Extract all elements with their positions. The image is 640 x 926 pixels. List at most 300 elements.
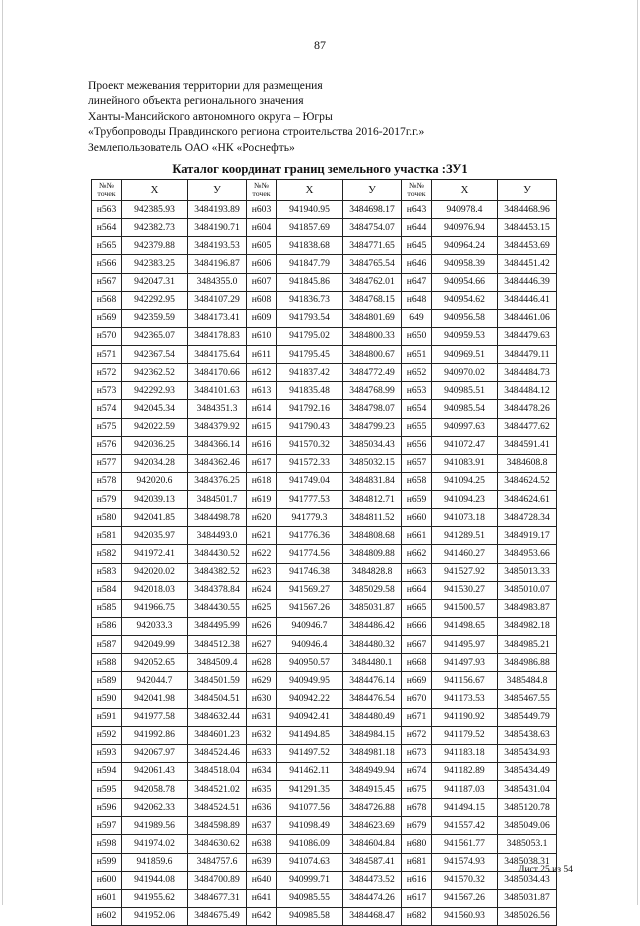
point-number-cell: н633: [247, 744, 277, 762]
y-coordinate-cell: 3484601.23: [188, 726, 247, 744]
y-coordinate-cell: 3484981.18: [343, 744, 402, 762]
point-number-cell: н592: [92, 726, 122, 744]
column-header-y: У: [498, 180, 557, 201]
point-number-cell: н589: [92, 672, 122, 690]
table-row: [92, 255, 557, 273]
point-number-cell: н588: [92, 654, 122, 672]
x-coordinate-cell: 941567.26: [432, 889, 498, 907]
point-number-cell: н656: [402, 436, 432, 454]
x-coordinate-cell: 941086.09: [277, 835, 343, 853]
point-number-cell: н641: [247, 889, 277, 907]
x-coordinate-cell: 940985.58: [277, 907, 343, 925]
y-coordinate-cell: 3485434.49: [498, 762, 557, 780]
point-number-cell: н626: [247, 617, 277, 635]
y-coordinate-cell: 3485034.43: [343, 436, 402, 454]
point-number-cell: н601: [92, 889, 122, 907]
point-number-cell: н669: [402, 672, 432, 690]
y-coordinate-cell: 3484768.15: [343, 291, 402, 309]
y-coordinate-cell: 3484772.49: [343, 364, 402, 382]
y-coordinate-cell: 3484986.88: [498, 654, 557, 672]
x-coordinate-cell: 942067.97: [122, 744, 188, 762]
y-coordinate-cell: 3484451.42: [498, 255, 557, 273]
x-coordinate-cell: 941567.26: [277, 599, 343, 617]
x-coordinate-cell: 941847.79: [277, 255, 343, 273]
table-row: [92, 599, 557, 617]
point-number-cell: н640: [247, 871, 277, 889]
x-coordinate-cell: 941179.52: [432, 726, 498, 744]
y-coordinate-cell: 3484501.59: [188, 672, 247, 690]
x-coordinate-cell: 942365.07: [122, 327, 188, 345]
point-number-cell: н648: [402, 291, 432, 309]
point-number-cell: н566: [92, 255, 122, 273]
x-coordinate-cell: 942044.7: [122, 672, 188, 690]
x-coordinate-cell: 940954.62: [432, 291, 498, 309]
point-number-cell: н585: [92, 599, 122, 617]
point-number-cell: н579: [92, 491, 122, 509]
table-header-row: [92, 180, 557, 201]
point-number-cell: н639: [247, 853, 277, 871]
y-coordinate-cell: 3485031.87: [498, 889, 557, 907]
table-row: [92, 327, 557, 345]
y-coordinate-cell: 3484919.17: [498, 527, 557, 545]
x-coordinate-cell: 941498.65: [432, 617, 498, 635]
y-coordinate-cell: 3484193.89: [188, 201, 247, 219]
y-coordinate-cell: 3484474.26: [343, 889, 402, 907]
y-coordinate-cell: 3484382.52: [188, 563, 247, 581]
point-number-cell: н607: [247, 273, 277, 291]
x-coordinate-cell: 942382.73: [122, 219, 188, 237]
header-line: Проект межевания территории для размещения: [88, 79, 323, 92]
x-coordinate-cell: 941790.43: [277, 418, 343, 436]
y-coordinate-cell: 3484949.94: [343, 762, 402, 780]
point-number-cell: н625: [247, 599, 277, 617]
y-coordinate-cell: 3485120.78: [498, 799, 557, 817]
y-coordinate-cell: 3484504.51: [188, 690, 247, 708]
point-number-cell: н629: [247, 672, 277, 690]
x-coordinate-cell: 942041.85: [122, 509, 188, 527]
x-coordinate-cell: 941955.62: [122, 889, 188, 907]
point-number-cell: н577: [92, 454, 122, 472]
table-row: [92, 346, 557, 364]
x-coordinate-cell: 940949.95: [277, 672, 343, 690]
point-number-cell: н616: [247, 436, 277, 454]
y-coordinate-cell: 3484915.45: [343, 781, 402, 799]
y-coordinate-cell: 3485032.15: [343, 454, 402, 472]
x-coordinate-cell: 941989.56: [122, 817, 188, 835]
x-coordinate-cell: 941572.33: [277, 454, 343, 472]
point-number-cell: н617: [247, 454, 277, 472]
x-coordinate-cell: 941859.6: [122, 853, 188, 871]
point-number-cell: н668: [402, 654, 432, 672]
point-number-cell: н631: [247, 708, 277, 726]
point-number-cell: н636: [247, 799, 277, 817]
point-number-cell: н608: [247, 291, 277, 309]
point-number-cell: н616: [402, 871, 432, 889]
x-coordinate-cell: 941462.11: [277, 762, 343, 780]
y-coordinate-cell: 3484480.1: [343, 654, 402, 672]
y-coordinate-cell: 3484800.33: [343, 327, 402, 345]
x-coordinate-cell: 941774.56: [277, 545, 343, 563]
x-coordinate-cell: 941793.54: [277, 309, 343, 327]
y-coordinate-cell: 3484376.25: [188, 472, 247, 490]
x-coordinate-cell: 941560.93: [432, 907, 498, 925]
table-row: [92, 762, 557, 780]
x-coordinate-cell: 941574.93: [432, 853, 498, 871]
y-coordinate-cell: 3485449.79: [498, 708, 557, 726]
x-coordinate-cell: 942058.78: [122, 781, 188, 799]
y-coordinate-cell: 3484476.54: [343, 690, 402, 708]
y-coordinate-cell: 3485438.63: [498, 726, 557, 744]
point-number-cell: н672: [402, 726, 432, 744]
x-coordinate-cell: 941494.85: [277, 726, 343, 744]
x-coordinate-cell: 942367.54: [122, 346, 188, 364]
x-coordinate-cell: 940985.51: [432, 382, 498, 400]
y-coordinate-cell: 3484808.68: [343, 527, 402, 545]
y-coordinate-cell: 3484809.88: [343, 545, 402, 563]
point-number-cell: н650: [402, 327, 432, 345]
point-number-cell: н659: [402, 491, 432, 509]
x-coordinate-cell: 941494.15: [432, 799, 498, 817]
table-row: [92, 219, 557, 237]
x-coordinate-cell: 942041.98: [122, 690, 188, 708]
x-coordinate-cell: 942292.93: [122, 382, 188, 400]
x-coordinate-cell: 942049.99: [122, 636, 188, 654]
point-number-cell: 649: [402, 309, 432, 327]
point-number-cell: н586: [92, 617, 122, 635]
point-number-cell: н680: [402, 835, 432, 853]
y-coordinate-cell: 3484461.06: [498, 309, 557, 327]
x-coordinate-cell: 942033.3: [122, 617, 188, 635]
y-coordinate-cell: 3484698.17: [343, 201, 402, 219]
point-number-cell: н568: [92, 291, 122, 309]
x-coordinate-cell: 941940.95: [277, 201, 343, 219]
y-coordinate-cell: 3484768.99: [343, 382, 402, 400]
x-coordinate-cell: 941845.86: [277, 273, 343, 291]
y-coordinate-cell: 3485038.31: [498, 853, 557, 871]
x-coordinate-cell: 942047.31: [122, 273, 188, 291]
point-number-cell: н635: [247, 781, 277, 799]
x-coordinate-cell: 940950.57: [277, 654, 343, 672]
point-number-cell: н575: [92, 418, 122, 436]
table-row: [92, 654, 557, 672]
x-coordinate-cell: 941777.53: [277, 491, 343, 509]
table-row: [92, 454, 557, 472]
y-coordinate-cell: 3484831.84: [343, 472, 402, 490]
x-coordinate-cell: 941460.27: [432, 545, 498, 563]
table-row: [92, 273, 557, 291]
point-number-cell: н609: [247, 309, 277, 327]
y-coordinate-cell: 3485010.07: [498, 581, 557, 599]
point-number-cell: н661: [402, 527, 432, 545]
table-row: [92, 781, 557, 799]
x-coordinate-cell: 941836.73: [277, 291, 343, 309]
table-row: [92, 708, 557, 726]
table-row: [92, 364, 557, 382]
point-number-cell: н660: [402, 509, 432, 527]
point-number-cell: н673: [402, 744, 432, 762]
point-number-cell: н670: [402, 690, 432, 708]
y-coordinate-cell: 3484983.87: [498, 599, 557, 617]
point-number-cell: н578: [92, 472, 122, 490]
y-coordinate-cell: 3484985.21: [498, 636, 557, 654]
document-header: [88, 78, 588, 155]
y-coordinate-cell: 3485053.1: [498, 835, 557, 853]
x-coordinate-cell: 940970.02: [432, 364, 498, 382]
x-coordinate-cell: 941974.02: [122, 835, 188, 853]
point-number-cell: н581: [92, 527, 122, 545]
y-coordinate-cell: 3484828.8: [343, 563, 402, 581]
point-number-cell: н595: [92, 781, 122, 799]
y-coordinate-cell: 3485434.93: [498, 744, 557, 762]
point-number-cell: н674: [402, 762, 432, 780]
header-line: «Трубопроводы Правдинского региона строительства 2016-2017г.г.»: [88, 125, 425, 139]
y-coordinate-cell: 3484430.55: [188, 599, 247, 617]
y-coordinate-cell: 3484175.64: [188, 346, 247, 364]
point-number-cell: н572: [92, 364, 122, 382]
scan-edge-left: [2, 0, 3, 905]
y-coordinate-cell: 3484484.73: [498, 364, 557, 382]
x-coordinate-cell: 940946.7: [277, 617, 343, 635]
point-number-cell: н627: [247, 636, 277, 654]
x-coordinate-cell: 941077.56: [277, 799, 343, 817]
table-row: [92, 201, 557, 219]
x-coordinate-cell: 942062.33: [122, 799, 188, 817]
x-coordinate-cell: 942379.88: [122, 237, 188, 255]
y-coordinate-cell: 3485049.06: [498, 817, 557, 835]
point-number-cell: н665: [402, 599, 432, 617]
y-coordinate-cell: 3484726.88: [343, 799, 402, 817]
table-row: [92, 563, 557, 581]
table-row: [92, 617, 557, 635]
x-coordinate-cell: 941749.04: [277, 472, 343, 490]
column-header-y: У: [343, 180, 402, 201]
scan-edge-right: [637, 0, 638, 905]
y-coordinate-cell: 3485431.04: [498, 781, 557, 799]
x-coordinate-cell: 941795.02: [277, 327, 343, 345]
table-row: [92, 509, 557, 527]
x-coordinate-cell: 942018.03: [122, 581, 188, 599]
column-header-x: X: [277, 180, 343, 201]
x-coordinate-cell: 941187.03: [432, 781, 498, 799]
y-coordinate-cell: 3484477.62: [498, 418, 557, 436]
point-number-cell: н637: [247, 817, 277, 835]
coordinates-table: [91, 179, 557, 926]
y-coordinate-cell: 3484480.49: [343, 708, 402, 726]
table-row: [92, 744, 557, 762]
point-number-cell: н576: [92, 436, 122, 454]
point-number-cell: н598: [92, 835, 122, 853]
y-coordinate-cell: 3484509.4: [188, 654, 247, 672]
y-coordinate-cell: 3485031.87: [343, 599, 402, 617]
point-number-cell: н611: [247, 346, 277, 364]
point-number-cell: н599: [92, 853, 122, 871]
x-coordinate-cell: 941779.3: [277, 509, 343, 527]
x-coordinate-cell: 940997.63: [432, 418, 498, 436]
y-coordinate-cell: 3484632.44: [188, 708, 247, 726]
x-coordinate-cell: 941156.67: [432, 672, 498, 690]
table-row: [92, 472, 557, 490]
y-coordinate-cell: 3484366.14: [188, 436, 247, 454]
point-number-cell: н643: [402, 201, 432, 219]
x-coordinate-cell: 940978.4: [432, 201, 498, 219]
x-coordinate-cell: 942035.97: [122, 527, 188, 545]
x-coordinate-cell: 940954.66: [432, 273, 498, 291]
y-coordinate-cell: 3484624.52: [498, 472, 557, 490]
point-number-cell: н658: [402, 472, 432, 490]
point-number-cell: н652: [402, 364, 432, 382]
point-number-cell: н644: [402, 219, 432, 237]
sheet-footer: Лист 25 из 54: [518, 865, 573, 875]
x-coordinate-cell: 940958.39: [432, 255, 498, 273]
table-row: [92, 726, 557, 744]
x-coordinate-cell: 942039.13: [122, 491, 188, 509]
point-number-cell: н664: [402, 581, 432, 599]
x-coordinate-cell: 941835.48: [277, 382, 343, 400]
y-coordinate-cell: 3484953.66: [498, 545, 557, 563]
x-coordinate-cell: 941182.89: [432, 762, 498, 780]
table-row: [92, 382, 557, 400]
x-coordinate-cell: 941795.45: [277, 346, 343, 364]
y-coordinate-cell: 3485034.43: [498, 871, 557, 889]
point-number-cell: н574: [92, 400, 122, 418]
point-number-cell: н580: [92, 509, 122, 527]
point-number-cell: н594: [92, 762, 122, 780]
point-number-cell: н678: [402, 799, 432, 817]
point-number-cell: н565: [92, 237, 122, 255]
table-row: [92, 491, 557, 509]
column-header-x: X: [432, 180, 498, 201]
y-coordinate-cell: 3484453.15: [498, 219, 557, 237]
table-row: [92, 527, 557, 545]
y-coordinate-cell: 3484493.0: [188, 527, 247, 545]
y-coordinate-cell: 3484812.71: [343, 491, 402, 509]
y-coordinate-cell: 3484757.6: [188, 853, 247, 871]
y-coordinate-cell: 3484800.67: [343, 346, 402, 364]
x-coordinate-cell: 940976.94: [432, 219, 498, 237]
y-coordinate-cell: 3484700.89: [188, 871, 247, 889]
y-coordinate-cell: 3484453.69: [498, 237, 557, 255]
x-coordinate-cell: 941497.52: [277, 744, 343, 762]
point-number-cell: н675: [402, 781, 432, 799]
y-coordinate-cell: 3484624.61: [498, 491, 557, 509]
point-number-cell: н597: [92, 817, 122, 835]
point-number-cell: н632: [247, 726, 277, 744]
y-coordinate-cell: 3484598.89: [188, 817, 247, 835]
x-coordinate-cell: 941992.86: [122, 726, 188, 744]
x-coordinate-cell: 941792.16: [277, 400, 343, 418]
point-number-cell: н645: [402, 237, 432, 255]
point-number-cell: н583: [92, 563, 122, 581]
point-number-cell: н610: [247, 327, 277, 345]
point-number-cell: н596: [92, 799, 122, 817]
y-coordinate-cell: 3484468.47: [343, 907, 402, 925]
y-coordinate-cell: 3484798.07: [343, 400, 402, 418]
point-number-cell: н584: [92, 581, 122, 599]
x-coordinate-cell: 941977.58: [122, 708, 188, 726]
point-number-cell: н564: [92, 219, 122, 237]
y-coordinate-cell: 3485026.56: [498, 907, 557, 925]
y-coordinate-cell: 3484355.0: [188, 273, 247, 291]
point-number-cell: н605: [247, 237, 277, 255]
point-number-cell: н591: [92, 708, 122, 726]
table-row: [92, 799, 557, 817]
point-number-cell: н647: [402, 273, 432, 291]
x-coordinate-cell: 940969.51: [432, 346, 498, 364]
y-coordinate-cell: 3484521.02: [188, 781, 247, 799]
y-coordinate-cell: 3485484.8: [498, 672, 557, 690]
point-number-cell: н606: [247, 255, 277, 273]
x-coordinate-cell: 942061.43: [122, 762, 188, 780]
point-number-cell: н654: [402, 400, 432, 418]
point-number-cell: н569: [92, 309, 122, 327]
x-coordinate-cell: 940999.71: [277, 871, 343, 889]
y-coordinate-cell: 3484379.92: [188, 418, 247, 436]
x-coordinate-cell: 942020.6: [122, 472, 188, 490]
table-row: [92, 636, 557, 654]
point-number-cell: н624: [247, 581, 277, 599]
table-row: [92, 907, 557, 925]
point-number-cell: н615: [247, 418, 277, 436]
x-coordinate-cell: 940956.58: [432, 309, 498, 327]
x-coordinate-cell: 941073.18: [432, 509, 498, 527]
x-coordinate-cell: 941183.18: [432, 744, 498, 762]
y-coordinate-cell: 3484799.23: [343, 418, 402, 436]
y-coordinate-cell: 3484430.52: [188, 545, 247, 563]
x-coordinate-cell: 942045.34: [122, 400, 188, 418]
column-header-point-number: №№ точек: [247, 180, 277, 201]
y-coordinate-cell: 3484982.18: [498, 617, 557, 635]
x-coordinate-cell: 941952.06: [122, 907, 188, 925]
y-coordinate-cell: 3484811.52: [343, 509, 402, 527]
table-row: [92, 853, 557, 871]
table-row: [92, 835, 557, 853]
point-number-cell: н617: [402, 889, 432, 907]
point-number-cell: н603: [247, 201, 277, 219]
x-coordinate-cell: 941289.51: [432, 527, 498, 545]
x-coordinate-cell: 941098.49: [277, 817, 343, 835]
x-coordinate-cell: 940985.55: [277, 889, 343, 907]
point-number-cell: н570: [92, 327, 122, 345]
page-number: 87: [314, 38, 326, 52]
table-row: [92, 672, 557, 690]
x-coordinate-cell: 942020.02: [122, 563, 188, 581]
point-number-cell: н653: [402, 382, 432, 400]
point-number-cell: н582: [92, 545, 122, 563]
header-line: Землепользователь ОАО «НК «Роснефть»: [88, 140, 295, 154]
point-number-cell: н623: [247, 563, 277, 581]
x-coordinate-cell: 941746.38: [277, 563, 343, 581]
table-row: [92, 418, 557, 436]
y-coordinate-cell: 3484476.14: [343, 672, 402, 690]
x-coordinate-cell: 942052.65: [122, 654, 188, 672]
point-number-cell: н593: [92, 744, 122, 762]
x-coordinate-cell: 941966.75: [122, 599, 188, 617]
point-number-cell: н612: [247, 364, 277, 382]
point-number-cell: н657: [402, 454, 432, 472]
table-title: Каталог координат границ земельного участка :ЗУ1: [172, 162, 468, 176]
y-coordinate-cell: 3484630.62: [188, 835, 247, 853]
y-coordinate-cell: 3484193.53: [188, 237, 247, 255]
x-coordinate-cell: 942292.95: [122, 291, 188, 309]
x-coordinate-cell: 941495.97: [432, 636, 498, 654]
x-coordinate-cell: 941837.42: [277, 364, 343, 382]
x-coordinate-cell: 941570.32: [432, 871, 498, 889]
table-row: [92, 436, 557, 454]
table-row: [92, 237, 557, 255]
point-number-cell: н614: [247, 400, 277, 418]
point-number-cell: н628: [247, 654, 277, 672]
coordinates-table-body: [92, 201, 557, 926]
